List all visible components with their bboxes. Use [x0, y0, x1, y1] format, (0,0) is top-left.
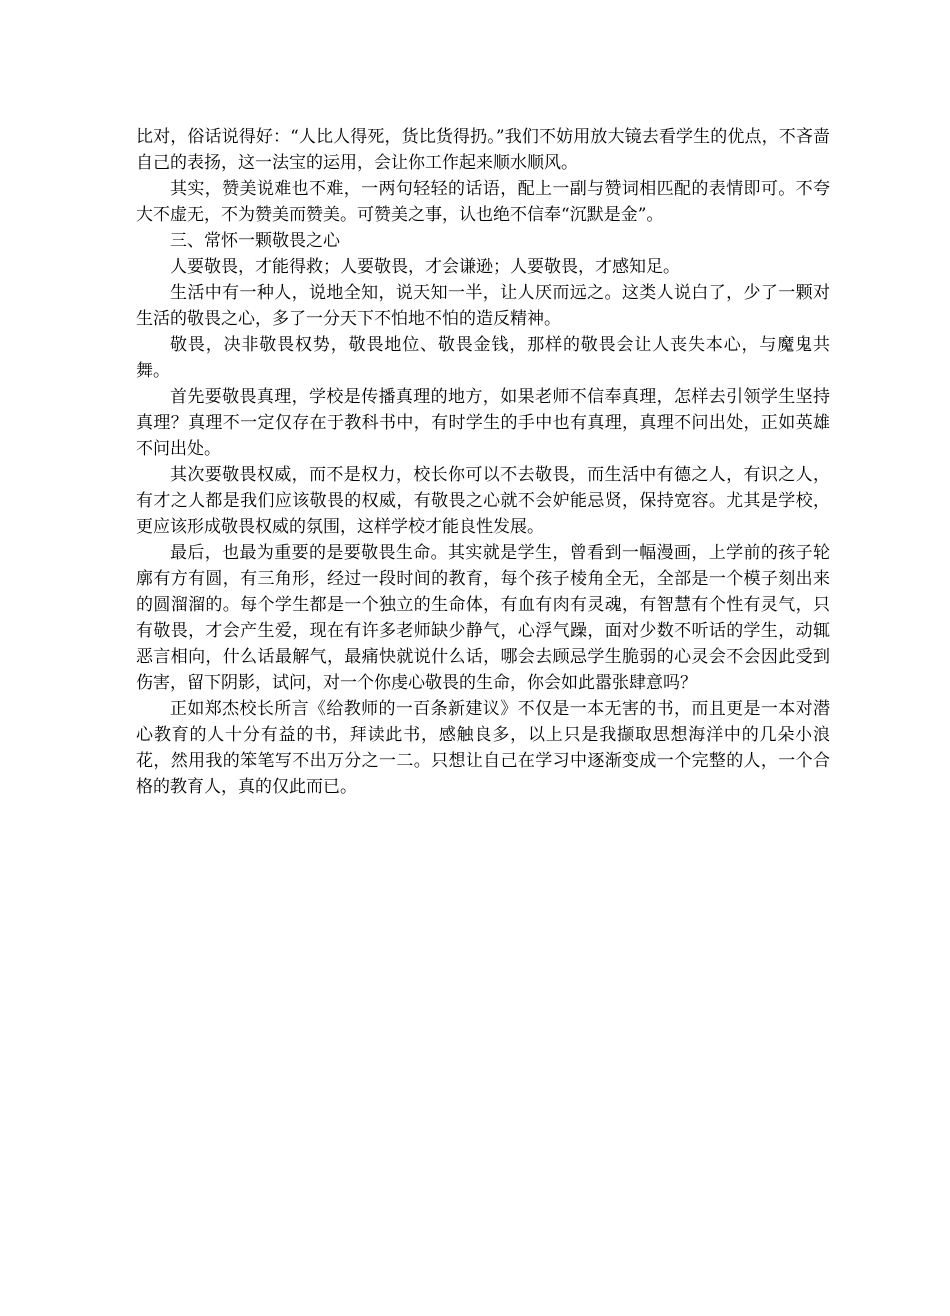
paragraph-7: 首先要敬畏真理，学校是传播真理的地方，如果老师不信奉真理，怎样去引领学生坚持真理？真理不一定仅存在于教科书中，有时学生的手中也有真理，真理不问出处，正如英雄不问出处。 [136, 387, 830, 459]
paragraph-5: 生活中有一种人，说地全知，说天知一半，让人厌而远之。这类人说白了，少了一颗对生活的敬畏之心，多了一分天下不怕地不怕的造反精神。 [136, 283, 830, 329]
section-heading: 三、常怀一颗敬畏之心 [170, 231, 340, 251]
paragraph-1: 比对，俗话说得好：“人比人得死，货比货得扔。”我们不妨用放大镜去看学生的优点，不吝啬自己的表扬，这一法宝的运用，会让你工作起来顺水顺风。 [136, 127, 830, 173]
document-body [136, 124, 830, 800]
paragraph-10: 正如郑杰校长所言《给教师的一百条新建议》不仅是一本无害的书，而且更是一本对潜心教育的人十分有益的书，拜读此书，感触良多，以上只是我撷取思想海洋中的几朵小浪花，然用我的笨笔写不出万分之一二。只想让自己在学习中逐渐变成一个完整的人，一个合格的教育人，真的仅此而已。 [136, 699, 830, 797]
paragraph-8: 其次要敬畏权威，而不是权力，校长你可以不去敬畏，而生活中有德之人，有识之人，有才之人都是我们应该敬畏的权威，有敬畏之心就不会妒能忌贤，保持宽容。尤其是学校，更应该形成敬畏权威的氛围，这样学校才能良性发展。 [136, 465, 830, 537]
paragraph-9: 最后，也最为重要的是要敬畏生命。其实就是学生，曾看到一幅漫画，上学前的孩子轮廓有方有圆，有三角形，经过一段时间的教育，每个孩子棱角全无，全部是一个模子刻出来的圆溜溜的。每个学生都是一个独立的生命体，有血有肉有灵魂，有智慧有个性有灵气，只有敬畏，才会产生爱，现在有许多老师缺少静气，心浮气躁，面对少数不听话的学生，动辄恶言相向，什么话最解气，最痛快就说什么话，哪会去顾忌学生脆弱的心灵会不会因此受到伤害，留下阴影，试问，对一个你虔心敬畏的生命，你会如此嚣张肆意吗？ [136, 543, 830, 693]
paragraph-4: 人要敬畏，才能得救；人要敬畏，才会谦逊；人要敬畏，才感知足。 [170, 257, 680, 277]
paragraph-2: 其实，赞美说难也不难，一两句轻轻的话语，配上一副与赞词相匹配的表情即可。不夸大不虚无，不为赞美而赞美。可赞美之事，认也绝不信奉“沉默是金”。 [136, 179, 830, 225]
paragraph-6: 敬畏，决非敬畏权势，敬畏地位、敬畏金钱，那样的敬畏会让人丧失本心，与魔鬼共舞。 [136, 335, 830, 381]
